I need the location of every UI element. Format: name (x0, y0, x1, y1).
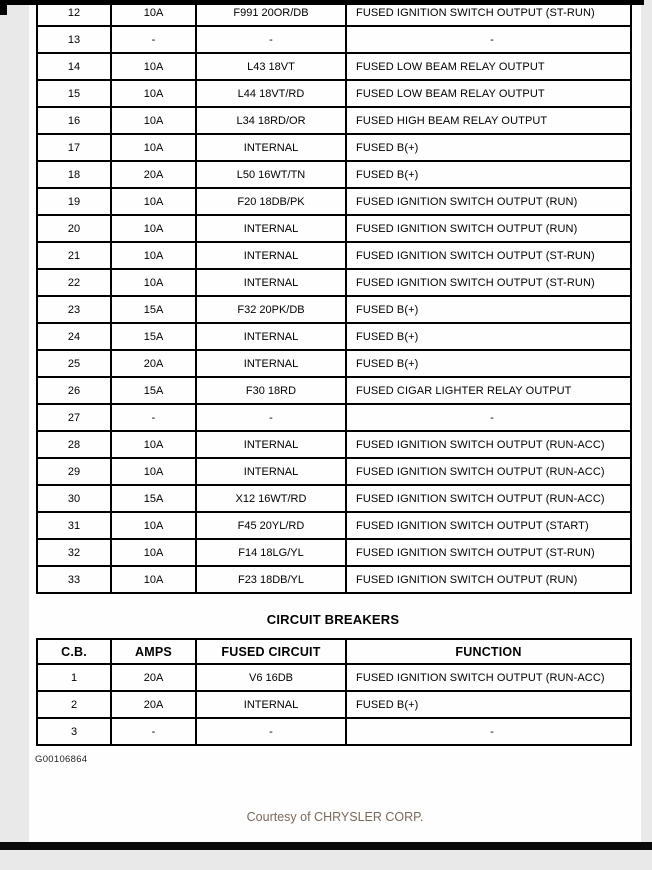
fused-circuit-cell: L34 18RD/OR (196, 107, 346, 134)
function-cell: FUSED IGNITION SWITCH OUTPUT (ST-RUN) (346, 0, 631, 26)
cb-number-cell: 3 (37, 718, 111, 745)
fuse-number-cell: 25 (37, 350, 111, 377)
fused-circuit-cell: - (196, 404, 346, 431)
function-cell: FUSED LOW BEAM RELAY OUTPUT (346, 53, 631, 80)
fuse-number-cell: 14 (37, 53, 111, 80)
cb-amps-cell: - (111, 718, 196, 745)
function-cell: FUSED IGNITION SWITCH OUTPUT (ST-RUN) (346, 539, 631, 566)
fused-circuit-cell: X12 16WT/RD (196, 485, 346, 512)
scan-edge-left (0, 0, 7, 15)
fused-circuit-cell: F14 18LG/YL (196, 539, 346, 566)
fuse-amps-cell: 20A (111, 161, 196, 188)
fuse-table-row (37, 404, 631, 431)
fuse-number-cell: 13 (37, 26, 111, 53)
fuse-number-cell: 17 (37, 134, 111, 161)
fuse-amps-cell: 15A (111, 323, 196, 350)
fuse-number-cell: 22 (37, 269, 111, 296)
function-cell: FUSED B(+) (346, 134, 631, 161)
fused-circuit-cell: F45 20YL/RD (196, 512, 346, 539)
circuit-breakers-header-row (37, 639, 631, 664)
fuse-amps-cell: 15A (111, 296, 196, 323)
cb-number-cell: 1 (37, 664, 111, 691)
cb-header-amps: AMPS (111, 639, 196, 664)
cb-amps-cell: 20A (111, 691, 196, 718)
fuse-amps-cell: 10A (111, 215, 196, 242)
fuse-number-cell: 15 (37, 80, 111, 107)
fused-circuit-cell: INTERNAL (196, 242, 346, 269)
fused-circuit-cell: INTERNAL (196, 269, 346, 296)
circuit-breaker-row (37, 691, 631, 718)
fuse-number-cell: 26 (37, 377, 111, 404)
fuse-amps-cell: 15A (111, 485, 196, 512)
fuse-number-cell: 19 (37, 188, 111, 215)
fuse-number-cell: 18 (37, 161, 111, 188)
cb-header-row (37, 639, 631, 664)
fuse-number-cell: 31 (37, 512, 111, 539)
scan-edge-top (0, 0, 644, 5)
function-cell: FUSED IGNITION SWITCH OUTPUT (RUN-ACC) (346, 458, 631, 485)
circuit-breaker-row (37, 664, 631, 691)
fuse-amps-cell: 10A (111, 512, 196, 539)
cb-function-cell: FUSED IGNITION SWITCH OUTPUT (RUN-ACC) (346, 664, 631, 691)
fuse-amps-cell: 10A (111, 188, 196, 215)
function-cell: FUSED IGNITION SWITCH OUTPUT (RUN) (346, 566, 631, 593)
fuse-table (36, 0, 632, 594)
fuse-table-row (37, 215, 631, 242)
fuse-table-row (37, 80, 631, 107)
cb-function-cell: FUSED B(+) (346, 691, 631, 718)
circuit-breakers-table (36, 638, 632, 746)
fuse-number-cell: 32 (37, 539, 111, 566)
function-cell: FUSED B(+) (346, 161, 631, 188)
figure-id: G00106864 (35, 754, 88, 765)
circuit-breakers-title: CIRCUIT BREAKERS (266, 612, 400, 627)
fuse-table-row (37, 485, 631, 512)
fuse-table-row (37, 566, 631, 593)
fused-circuit-cell: INTERNAL (196, 134, 346, 161)
function-cell: FUSED IGNITION SWITCH OUTPUT (ST-RUN) (346, 269, 631, 296)
fuse-amps-cell: 10A (111, 431, 196, 458)
fused-circuit-cell: INTERNAL (196, 215, 346, 242)
cb-circuit-cell: INTERNAL (196, 691, 346, 718)
cb-circuit-cell: V6 16DB (196, 664, 346, 691)
fuse-table-body (37, 0, 631, 593)
function-cell: FUSED IGNITION SWITCH OUTPUT (RUN) (346, 188, 631, 215)
fuse-amps-cell: 10A (111, 0, 196, 26)
fused-circuit-cell: F32 20PK/DB (196, 296, 346, 323)
fuse-number-cell: 28 (37, 431, 111, 458)
fused-circuit-cell: L44 18VT/RD (196, 80, 346, 107)
fuse-number-cell: 27 (37, 404, 111, 431)
fuse-amps-cell: - (111, 404, 196, 431)
fuse-number-cell: 12 (37, 0, 111, 26)
scan-edge-bottom (0, 842, 652, 850)
circuit-breaker-row (37, 718, 631, 745)
fuse-table-row (37, 269, 631, 296)
fused-circuit-cell: L50 16WT/TN (196, 161, 346, 188)
fuse-number-cell: 20 (37, 215, 111, 242)
fused-circuit-cell: F23 18DB/YL (196, 566, 346, 593)
fuse-amps-cell: 10A (111, 134, 196, 161)
function-cell: FUSED IGNITION SWITCH OUTPUT (RUN-ACC) (346, 485, 631, 512)
cb-circuit-cell: - (196, 718, 346, 745)
fuse-amps-cell: 10A (111, 53, 196, 80)
fuse-amps-cell: 20A (111, 350, 196, 377)
fused-circuit-cell: F20 18DB/PK (196, 188, 346, 215)
fused-circuit-cell: INTERNAL (196, 458, 346, 485)
cb-header-circuit: FUSED CIRCUIT (196, 639, 346, 664)
fused-circuit-cell: INTERNAL (196, 323, 346, 350)
fuse-table-row (37, 161, 631, 188)
fuse-table-row (37, 323, 631, 350)
function-cell: FUSED LOW BEAM RELAY OUTPUT (346, 80, 631, 107)
fused-circuit-cell: - (196, 26, 346, 53)
fused-circuit-cell: INTERNAL (196, 350, 346, 377)
function-cell: FUSED IGNITION SWITCH OUTPUT (RUN) (346, 215, 631, 242)
fuse-amps-cell: 10A (111, 458, 196, 485)
function-cell: FUSED B(+) (346, 323, 631, 350)
fuse-table-row (37, 431, 631, 458)
fuse-amps-cell: 10A (111, 80, 196, 107)
function-cell: FUSED B(+) (346, 296, 631, 323)
cb-amps-cell: 20A (111, 664, 196, 691)
function-cell: FUSED IGNITION SWITCH OUTPUT (ST-RUN) (346, 242, 631, 269)
fused-circuit-cell: L43 18VT (196, 53, 346, 80)
fuse-amps-cell: - (111, 26, 196, 53)
fused-circuit-cell: INTERNAL (196, 431, 346, 458)
fuse-amps-cell: 10A (111, 566, 196, 593)
fuse-number-cell: 30 (37, 485, 111, 512)
fuse-table-row (37, 134, 631, 161)
fuse-amps-cell: 10A (111, 539, 196, 566)
fuse-number-cell: 23 (37, 296, 111, 323)
function-cell: FUSED IGNITION SWITCH OUTPUT (RUN-ACC) (346, 431, 631, 458)
fused-circuit-cell: F991 20OR/DB (196, 0, 346, 26)
fuse-amps-cell: 10A (111, 107, 196, 134)
cb-header-cb: C.B. (37, 639, 111, 664)
function-cell: FUSED B(+) (346, 350, 631, 377)
fuse-table-row (37, 377, 631, 404)
fuse-amps-cell: 10A (111, 269, 196, 296)
courtesy-caption: Courtesy of CHRYSLER CORP. (246, 810, 424, 824)
fuse-table-row (37, 539, 631, 566)
function-cell: FUSED IGNITION SWITCH OUTPUT (START) (346, 512, 631, 539)
fuse-table-row (37, 26, 631, 53)
document-page (29, 0, 641, 843)
fuse-number-cell: 33 (37, 566, 111, 593)
fused-circuit-cell: F30 18RD (196, 377, 346, 404)
fuse-table-row (37, 512, 631, 539)
circuit-breakers-body (37, 664, 631, 745)
fuse-table-row (37, 458, 631, 485)
fuse-amps-cell: 10A (111, 242, 196, 269)
cb-function-cell: - (346, 718, 631, 745)
function-cell: FUSED CIGAR LIGHTER RELAY OUTPUT (346, 377, 631, 404)
cb-number-cell: 2 (37, 691, 111, 718)
fuse-number-cell: 21 (37, 242, 111, 269)
fuse-number-cell: 24 (37, 323, 111, 350)
cb-header-function: FUNCTION (346, 639, 631, 664)
fuse-table-row (37, 188, 631, 215)
function-cell: - (346, 404, 631, 431)
function-cell: FUSED HIGH BEAM RELAY OUTPUT (346, 107, 631, 134)
fuse-number-cell: 16 (37, 107, 111, 134)
fuse-table-row (37, 296, 631, 323)
fuse-table-row (37, 350, 631, 377)
fuse-amps-cell: 15A (111, 377, 196, 404)
fuse-table-row (37, 107, 631, 134)
function-cell: - (346, 26, 631, 53)
fuse-table-row (37, 53, 631, 80)
fuse-number-cell: 29 (37, 458, 111, 485)
fuse-table-row (37, 242, 631, 269)
